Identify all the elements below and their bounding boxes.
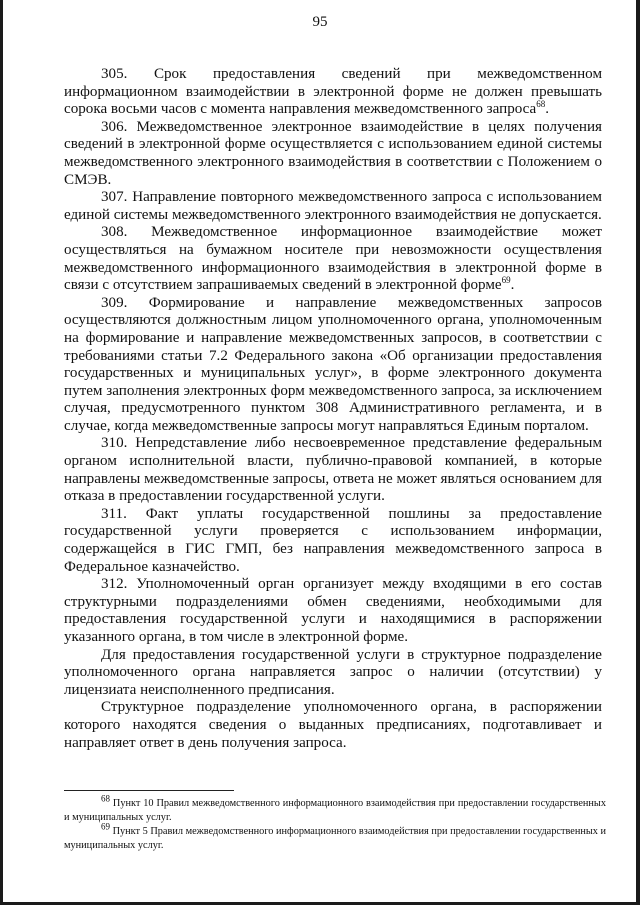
paragraph-312: 312. Уполномоченный орган организует между входящими в его состав структурными подразделениями обмен сведениями, необходимыми для предоставления государственной услуги и находящимися в распоряжении указанного органа, в том числе в электронной форме. — [64, 576, 602, 645]
footnote-mark: 69 — [101, 821, 110, 832]
footnote-68: $^{68}$ Пункт 10 Правил межведомственного информационного взаимодействия при предоставлении государственных и муниципальных услуг. — [64, 793, 607, 823]
paragraph-310: 310. Непредставление либо несвоевременное представление федеральным органом исполнительной власти, публично-правовой компанией, в которые направлены межведомственные запросы, ответа не может являться основанием для отказа в предоставлении государственной услуги. — [64, 435, 602, 505]
paragraph-305: 305. Срок предоставления сведений при межведомственном информационном взаимодействии в электронной форме не должен превышать сорока восьми часов с момента направления межведомственного запроса$^{68}$. — [64, 66, 602, 118]
paragraph-307: 307. Направление повторного межведомственного запроса с использованием единой системы межведомственного электронного взаимодействия не допускается. — [64, 189, 602, 223]
page-number: 95 — [312, 14, 328, 30]
footnote-ref: 69 — [501, 275, 511, 286]
footnote-69: $^{69}$ Пункт 5 Правил межведомственного информационного взаимодействия при предоставлении государственных и муниципальных услуг. — [64, 821, 607, 851]
paragraph-306: 306. Межведомственное электронное взаимодействие в целях получения сведений в электронной форме осуществляется с использованием единой системы межведомственного электронного взаимодействия в соответствии с Положением о СМЭВ. — [64, 118, 602, 188]
paragraph-312-response: Структурное подразделение уполномоченного органа, в распоряжении которого находятся сведения о выданных предписаниях, подготавливает и направляет ответ в день получения запроса. — [64, 699, 602, 751]
footnote-ref: 68 — [536, 99, 546, 110]
document-body — [64, 66, 602, 752]
paragraph-311: 311. Факт уплаты государственной пошлины за предоставление государственной услуги проверяется с использованием информации, содержащейся в ГИС ГМП, без направления межведомственного запроса в Федеральное казначейство. — [64, 505, 602, 575]
footnotes — [64, 793, 607, 853]
footnote-separator — [64, 790, 234, 791]
paragraph-312-request: Для предоставления государственной услуги в структурное подразделение уполномоченного органа направляется запрос о наличии (отсутствии) у лицензиата неисполненного предписания. — [64, 646, 602, 698]
footnote-mark: 68 — [101, 793, 110, 804]
paragraph-308: 308. Межведомственное информационное взаимодействие может осуществляться на бумажном носителе при невозможности осуществления межведомственного информационного взаимодействия в электронной форме в связи с отсутствием запрашиваемых сведений в электронной форме$^{69}$. — [64, 224, 602, 294]
paragraph-309: 309. Формирование и направление межведомственных запросов осуществляются должностным лицом уполномоченного органа, уполномоченным на формирование и направление межведомственных запросов, в соответствии с требованиями статьи 7.2 Федерального закона «Об организации предоставления государственных и муниципальных услуг», в форме электронного документа путем заполнения электронных форм межведомственного запроса, за исключением случая, предусмотренного пунктом 308 Административного регламента, и в случае, когда межведомственные запросы могут направляться Единым порталом. — [64, 294, 602, 434]
